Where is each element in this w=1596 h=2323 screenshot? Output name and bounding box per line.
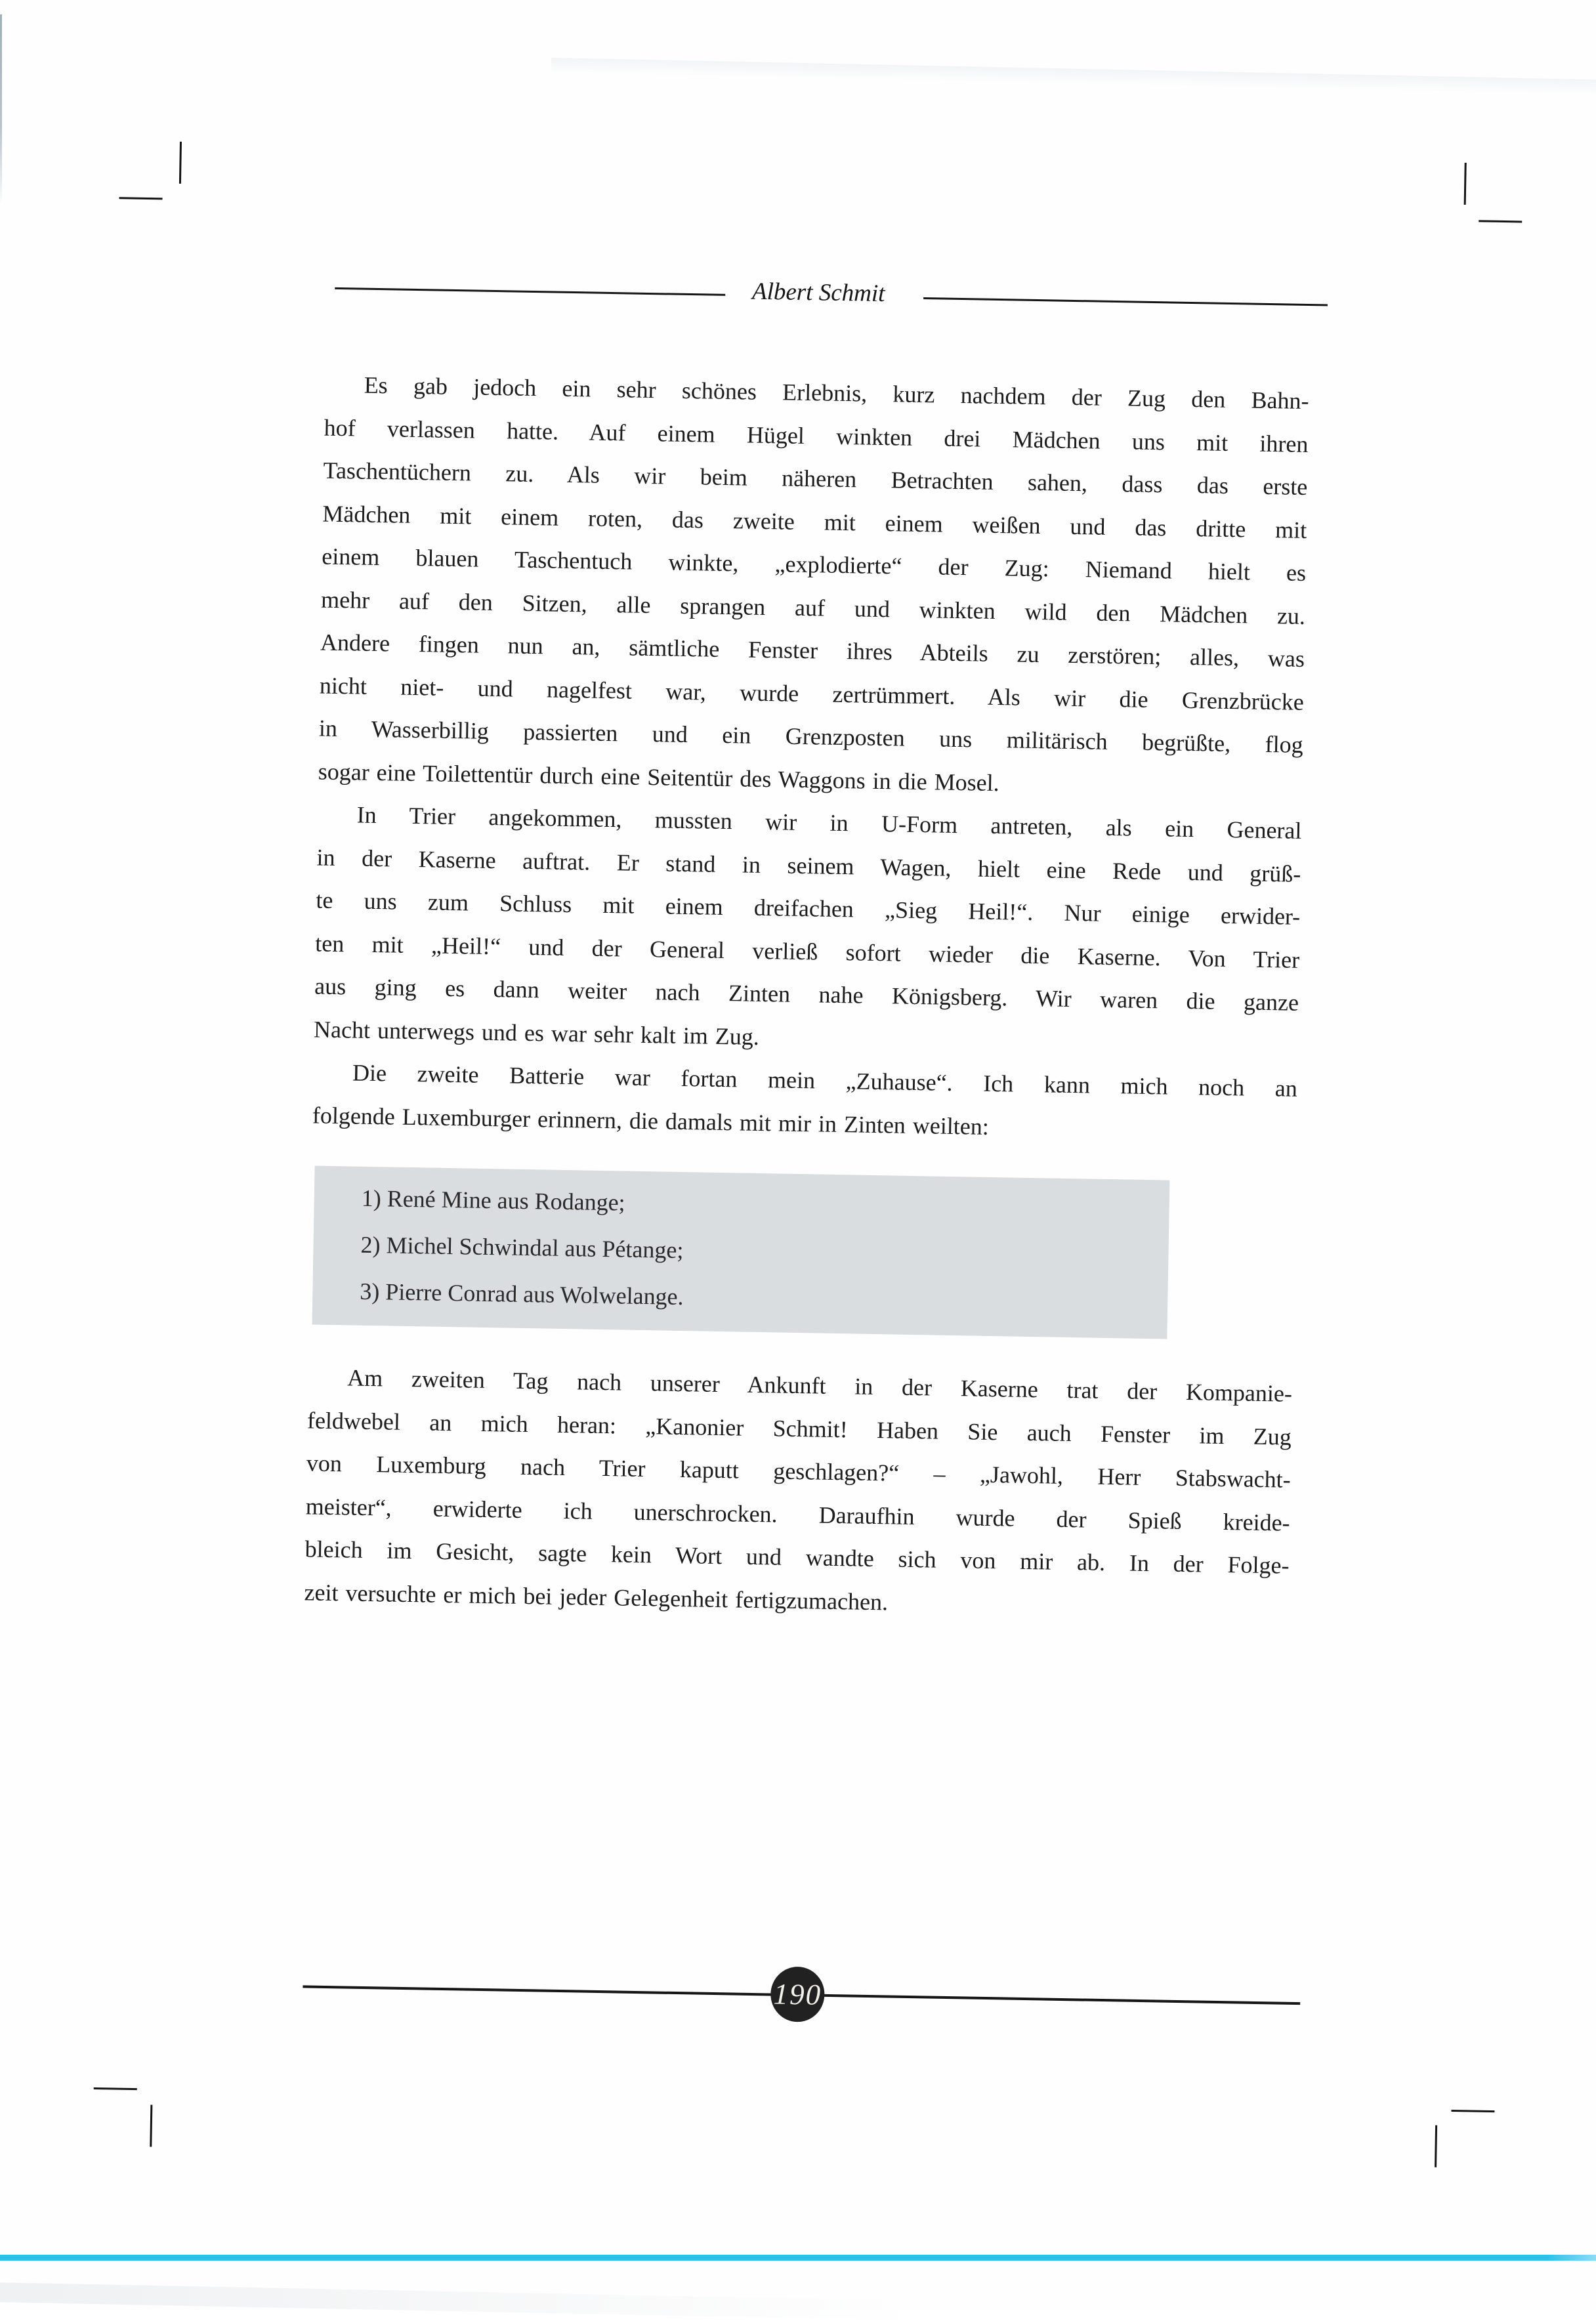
- text-line: Die zweite Batterie war fortan mein „Zuhause“. Ich kann mich noch an: [352, 1059, 1298, 1102]
- text-block-after-box: [304, 1356, 1292, 1630]
- text-line: Am zweiten Tag nach unserer Ankunft in der Kaserne trat der Kompanie-: [346, 1364, 1293, 1407]
- luxemburger-list: [312, 1166, 1170, 1329]
- text-line: in der Kaserne auftrat. Er stand in seinem Wagen, hielt eine Rede und grüß-: [316, 844, 1301, 887]
- crop-mark-top-left-vertical: [179, 142, 182, 184]
- text-line: folgende Luxemburger erinnern, die damals mit mir in Zinten weilten:: [312, 1101, 990, 1140]
- text-line: meister“, erwiderte ich unerschrocken. Daraufhin wurde der Spieß kreide-: [305, 1492, 1290, 1536]
- crop-mark-bottom-left-vertical: [150, 2105, 152, 2147]
- text-line: Taschentüchern zu. Als wir beim näheren Betrachten sahen, dass das erste: [323, 457, 1308, 500]
- paragraph-kompaniefeldwebel: [304, 1356, 1292, 1630]
- text-line: von Luxemburg nach Trier kaputt geschlagen?“ – „Jawohl, Herr Stabswacht-: [306, 1450, 1292, 1493]
- text-line: feldwebel an mich heran: „Kanonier Schmit! Haben Sie auch Fenster im Zug: [306, 1406, 1292, 1450]
- text-line: sogar eine Toilettentür durch eine Seitentür des Waggons in die Mosel.: [318, 758, 1000, 796]
- text-line: hof verlassen hatte. Auf einem Hügel winkten drei Mädchen uns mit ihren: [324, 414, 1309, 457]
- paragraph-trier-general: [314, 793, 1302, 1068]
- text-line: aus ging es dann weiter nach Zinten nahe Königsberg. Wir waren die ganze: [314, 973, 1299, 1016]
- list-item: 3) Pierre Conrad aus Wolwelange.: [360, 1278, 684, 1310]
- scanner-edge-line: [0, 14, 2, 206]
- crop-mark-top-right-horizontal: [1479, 220, 1522, 222]
- crop-mark-bottom-left-horizontal: [94, 2087, 137, 2090]
- text-line: mehr auf den Sitzen, alle sprangen auf und winkten wild den Mädchen zu.: [320, 586, 1306, 629]
- paragraph-train-journey: [318, 364, 1309, 810]
- page-number-badge: [770, 1966, 825, 2022]
- text-line: In Trier angekommen, mussten wir in U-Form antreten, als ein General: [356, 801, 1302, 844]
- text-line: nicht niet- und nagelfest war, wurde zertrümmert. Als wir die Grenzbrücke: [319, 672, 1305, 715]
- page-number: 190: [773, 1977, 822, 2011]
- text-line: Andere fingen nun an, sämtliche Fenster ihres Abteils zu zerstören; alles, was: [320, 629, 1305, 672]
- text-line: te uns zum Schluss mit einem dreifachen „Sieg Heil!“. Nur einige erwider-: [316, 887, 1301, 930]
- text-line: einem blauen Taschentuch winkte, „explodierte“ der Zug: Niemand hielt es: [322, 543, 1307, 586]
- text-line: zeit versuchte er mich bei jeder Gelegenheit fertigzumachen.: [304, 1578, 889, 1615]
- text-line: bleich im Gesicht, sagte kein Wort und wandte sich von mir ab. In der Folge-: [304, 1536, 1290, 1579]
- scan-artifact-cyan-line: [0, 2255, 1596, 2261]
- text-line: Mädchen mit einem roten, das zweite mit einem weißen und das dritte mit: [322, 500, 1307, 543]
- text-line: in Wasserbillig passierten und ein Grenzposten uns militärisch begrüßte, flog: [318, 715, 1304, 758]
- text-line: Es gab jedoch ein sehr schönes Erlebnis, kurz nachdem der Zug den Bahn-: [364, 371, 1309, 415]
- crop-mark-bottom-right-vertical: [1435, 2125, 1437, 2167]
- text-line: ten mit „Heil!“ und der General verließ sofort wieder die Kaserne. Von Trier: [315, 930, 1300, 973]
- highlight-box-luxemburger-list: [312, 1166, 1170, 1339]
- text-line: Nacht unterwegs und es war sehr kalt im Zug.: [313, 1015, 760, 1050]
- text-block-main: [312, 364, 1309, 1154]
- paragraph-second-battery: [312, 1051, 1297, 1153]
- crop-mark-bottom-right-horizontal: [1451, 2110, 1494, 2112]
- list-item: 1) René Mine aus Rodange;: [361, 1184, 625, 1216]
- list-item: 2) Michel Schwindal aus Pétange;: [360, 1231, 684, 1264]
- crop-mark-top-right-vertical: [1464, 163, 1467, 205]
- crop-mark-top-left-horizontal: [119, 197, 163, 199]
- running-head-author: Albert Schmit: [751, 278, 885, 308]
